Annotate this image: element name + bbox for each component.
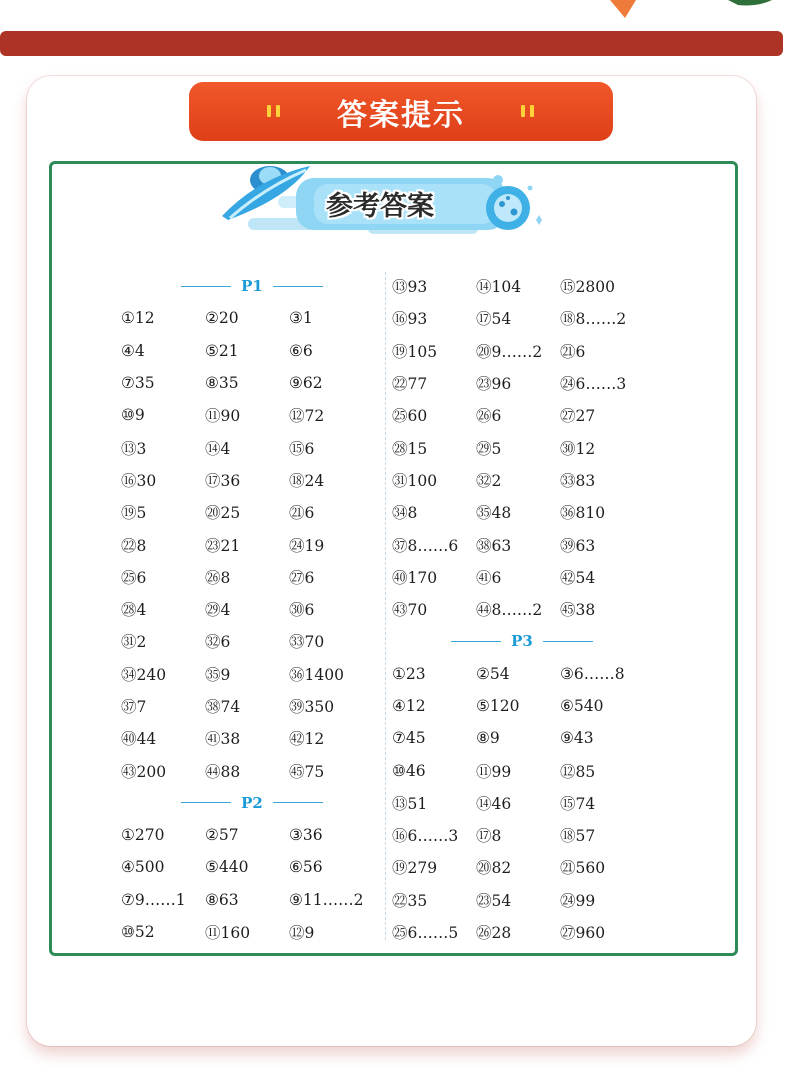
answer-item: ㉕6……5 (392, 924, 459, 943)
answer-item: ⑪160 (205, 924, 251, 943)
answer-row (392, 851, 652, 883)
answer-item: ㊲8……6 (392, 536, 459, 555)
answer-row (392, 658, 652, 690)
answer-item: ㊶6 (476, 568, 502, 587)
answer-item: ⑯6……3 (392, 827, 459, 846)
answer-row (121, 819, 383, 851)
answer-item: ⑦35 (121, 374, 155, 393)
title-rule (181, 286, 231, 287)
answer-row (392, 464, 652, 496)
section-label: P1 (241, 277, 263, 296)
title-rule (273, 286, 323, 287)
answer-item: ㉙4 (205, 601, 231, 620)
answer-item: ㉗27 (560, 407, 596, 426)
answer-item: ⑬3 (121, 439, 147, 458)
answer-row (392, 787, 652, 819)
answer-item: ㊷12 (289, 730, 325, 749)
answer-item: ④4 (121, 341, 145, 360)
answer-row (121, 593, 383, 625)
answer-item: ⑧35 (205, 374, 239, 393)
answer-item: ⑫72 (289, 407, 325, 426)
answer-item: ⑦9……1 (121, 890, 186, 909)
title-rule (181, 802, 231, 803)
answer-item: ⑤440 (205, 858, 249, 877)
answer-item: ㉚6 (289, 601, 315, 620)
answer-item: ⑭104 (476, 278, 522, 297)
answer-item: ㉔19 (289, 536, 325, 555)
answer-row (392, 367, 652, 399)
right-answer-column (392, 270, 652, 948)
answer-row (392, 690, 652, 722)
answer-item: ㉟9 (205, 665, 231, 684)
answer-item: ㉑6 (289, 504, 315, 523)
answer-item: ⑱24 (289, 471, 325, 490)
answer-item: ⑥6 (289, 341, 313, 360)
answer-item: ⑰36 (205, 471, 241, 490)
title-rule (451, 641, 501, 642)
answer-row (392, 561, 652, 593)
answer-item: ㉘15 (392, 439, 428, 458)
answer-row (392, 722, 652, 754)
answer-item: ⑯30 (121, 471, 157, 490)
answer-row (392, 399, 652, 431)
answer-row (392, 593, 652, 625)
answer-row (121, 335, 383, 367)
answer-row (121, 399, 383, 431)
answer-row (121, 722, 383, 754)
answer-row (392, 884, 652, 916)
answer-item: ②57 (205, 826, 239, 845)
answer-item: ⑳25 (205, 504, 241, 523)
answer-item: ㉟48 (476, 504, 512, 523)
answer-row (392, 528, 652, 560)
answer-item: ⑭46 (476, 794, 512, 813)
answer-item: ㉗960 (560, 924, 606, 943)
top-bar (0, 31, 783, 56)
answer-item: ⑨62 (289, 374, 323, 393)
answer-item: ㉜2 (476, 471, 502, 490)
answer-item: ⑮2800 (560, 278, 615, 297)
answer-item: ㊺75 (289, 762, 325, 781)
answer-item: ㉓96 (476, 375, 512, 394)
answer-item: ⑰8 (476, 827, 502, 846)
answer-row (392, 270, 652, 302)
answer-item: ㊸200 (121, 762, 167, 781)
answer-item: ㉖8 (205, 568, 231, 587)
star-decoration-icon (610, 0, 636, 18)
answer-item: ㊹8……2 (476, 601, 543, 620)
answer-heading-text: 参考答案 (326, 191, 434, 222)
answer-item: ⑲105 (392, 342, 438, 361)
answer-item: ③36 (289, 826, 323, 845)
answer-row (121, 561, 383, 593)
quote-mark-icon (267, 105, 281, 119)
answer-item: ㉘4 (121, 601, 147, 620)
answer-item: ③1 (289, 309, 313, 328)
section-label: P2 (241, 793, 263, 812)
answer-item: ㉓54 (476, 891, 512, 910)
title-rule (543, 641, 593, 642)
answer-item: ㉛2 (121, 633, 147, 652)
answer-item: ④500 (121, 858, 165, 877)
answer-item: ⑨11……2 (289, 890, 364, 909)
answer-item: ㉚12 (560, 439, 596, 458)
answer-row (392, 335, 652, 367)
answer-item: ⑩46 (392, 761, 426, 780)
answer-item: ㉜6 (205, 633, 231, 652)
answer-item: ㊴63 (560, 536, 596, 555)
answer-item: ①12 (121, 309, 155, 328)
answer-row (392, 431, 652, 463)
answer-item: ⑤21 (205, 341, 239, 360)
answer-item: ㊸70 (392, 601, 428, 620)
answer-row (121, 496, 383, 528)
answer-row (392, 496, 652, 528)
title-rule (273, 802, 323, 803)
leaf-decoration-icon (728, 0, 772, 6)
banner-title: 答案提示 (337, 97, 465, 133)
title-banner (189, 82, 613, 141)
left-answer-column (121, 270, 383, 948)
answer-item: ㉝83 (560, 471, 596, 490)
answer-item: ⑳9……2 (476, 342, 543, 361)
answer-row (121, 754, 383, 786)
answer-item: ㉔99 (560, 891, 596, 910)
section-title (392, 625, 652, 657)
answer-item: ㊶38 (205, 730, 241, 749)
answer-row (121, 367, 383, 399)
answer-row (392, 916, 652, 948)
answer-row (392, 302, 652, 334)
answer-item: ㊷54 (560, 568, 596, 587)
answer-item: ⑲279 (392, 859, 438, 878)
answer-row (121, 851, 383, 883)
answer-item: ㊳74 (205, 698, 241, 716)
answer-item: ⑱57 (560, 827, 596, 846)
answer-item: ⑤120 (476, 697, 520, 715)
answer-item: ㉛100 (392, 471, 438, 490)
section-label: P3 (511, 632, 533, 651)
answer-item: ⑧9 (476, 729, 500, 748)
answer-row (121, 916, 383, 948)
answer-item: ㉞240 (121, 665, 167, 684)
answer-item: ⑳82 (476, 859, 512, 878)
answer-item: ㉕6 (121, 568, 147, 587)
answer-item: ㉖28 (476, 924, 512, 943)
answer-item: ㊳63 (476, 536, 512, 555)
column-divider (385, 272, 386, 940)
answer-item: ㉒8 (121, 536, 147, 555)
answer-item: ⑮74 (560, 794, 596, 813)
answer-item: ㊱810 (560, 504, 606, 523)
answer-item: ⑦45 (392, 729, 426, 748)
answer-row (121, 884, 383, 916)
answer-item: ㊵170 (392, 568, 438, 587)
answer-item: ㉑6 (560, 342, 586, 361)
answer-item: ㉝70 (289, 633, 325, 652)
answer-item: ㉞8 (392, 504, 418, 523)
answer-item: ⑫9 (289, 924, 315, 943)
answer-item: ㉕60 (392, 407, 428, 426)
answer-item: ⑱8……2 (560, 310, 627, 329)
answer-row (121, 464, 383, 496)
answer-item: ⑭4 (205, 439, 231, 458)
answer-item: ⑬93 (392, 278, 428, 297)
answer-item: ㊺38 (560, 601, 596, 620)
answer-item: ㊲7 (121, 698, 147, 716)
answer-item: ㉒77 (392, 375, 428, 394)
answer-item: ⑧63 (205, 890, 239, 909)
answer-item: ①270 (121, 826, 165, 845)
answer-row (392, 754, 652, 786)
answer-item: ⑰54 (476, 310, 512, 329)
answer-item: ②20 (205, 309, 239, 328)
answer-item: ㉔6……3 (560, 375, 627, 394)
answer-item: ㉓21 (205, 536, 241, 555)
answer-item: ⑨43 (560, 729, 594, 748)
answer-row (121, 690, 383, 722)
answer-item: ⑬51 (392, 794, 428, 813)
answer-row (121, 431, 383, 463)
answer-item: ②54 (476, 664, 510, 683)
answer-item: ㊱1400 (289, 665, 344, 684)
answer-item: ㉗6 (289, 568, 315, 587)
answer-item: ①23 (392, 664, 426, 683)
answer-item: ㉙5 (476, 439, 502, 458)
answer-item: ⑲5 (121, 504, 147, 523)
answer-item: ⑯93 (392, 310, 428, 329)
answer-row (121, 302, 383, 334)
answer-item: ㊴350 (289, 698, 335, 716)
answer-item: ⑩52 (121, 923, 155, 942)
answer-item: ㉖6 (476, 407, 502, 426)
answer-item: ⑪99 (476, 762, 512, 781)
answer-item: ⑮6 (289, 439, 315, 458)
answer-heading (218, 158, 554, 248)
section-title (121, 787, 383, 819)
answer-row (392, 819, 652, 851)
section-title (121, 270, 383, 302)
answer-item: ⑥56 (289, 858, 323, 877)
answer-item: ㉒35 (392, 891, 428, 910)
answer-row (121, 625, 383, 657)
answer-row (121, 528, 383, 560)
answer-item: ④12 (392, 697, 426, 715)
answer-item: ⑩9 (121, 406, 145, 425)
quote-mark-icon (521, 105, 535, 119)
answer-item: ⑫85 (560, 762, 596, 781)
answer-item: ㊵44 (121, 730, 157, 749)
answer-item: ③6……8 (560, 664, 625, 683)
answer-item: ㉑560 (560, 859, 606, 878)
answer-item: ㊹88 (205, 762, 241, 781)
answer-item: ⑪90 (205, 407, 241, 426)
answer-row (121, 658, 383, 690)
answer-item: ⑥540 (560, 697, 604, 715)
